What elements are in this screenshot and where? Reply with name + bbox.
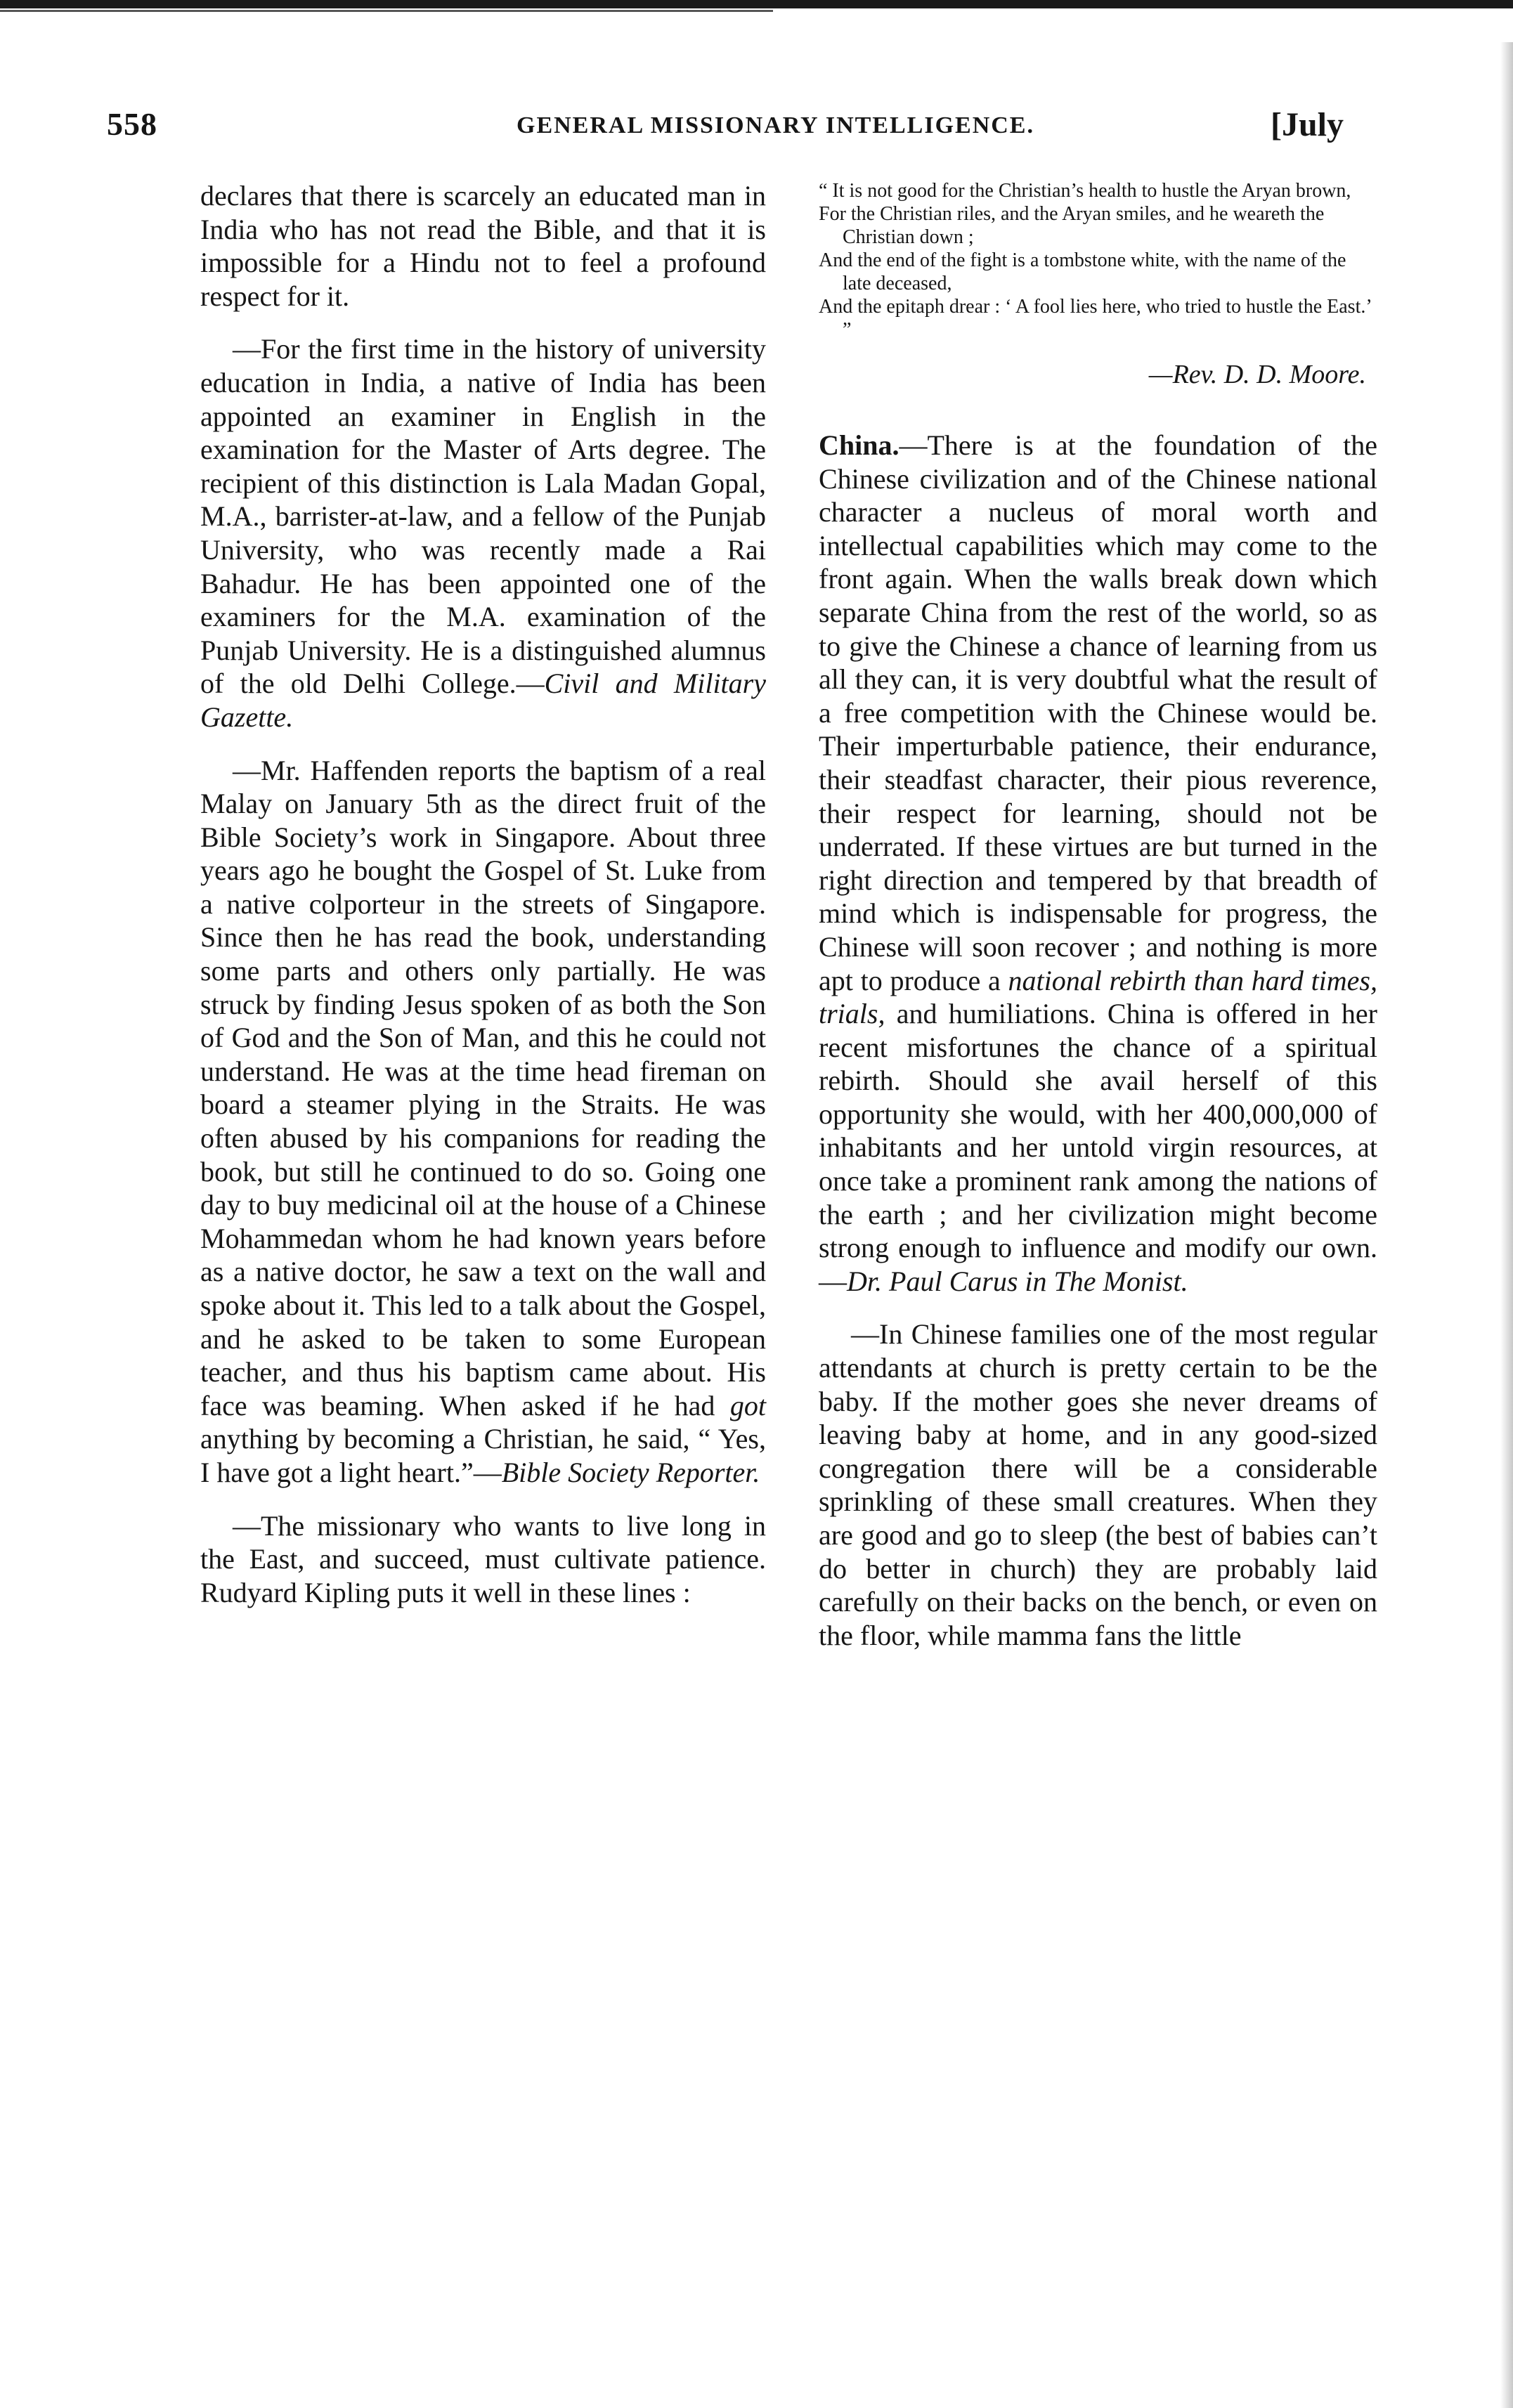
emphasis-word: got — [729, 1389, 766, 1421]
source-citation: Civil and Military Gazette. — [200, 668, 766, 733]
paragraph-chinese-families: —In Chinese families one of the most regular attendants at church is pretty certain to be the baby. If the mother goes she never dreams of leaving baby at home, and in any good-sized congregation there will be a considerable sprinkling of these small creatures. When they are good and go to sleep (the best of babies can’t do better in church) they are probably laid carefully on their backs on the bench, or even on the floor, while mamma fans the little — [819, 1318, 1377, 1651]
running-header — [0, 105, 1513, 155]
paragraph-malay-baptism — [200, 754, 766, 1490]
right-column — [819, 179, 1377, 1672]
page-number: 558 — [107, 106, 157, 142]
scan-page-edge — [1500, 42, 1513, 2408]
verse-line: For the Christian riles, and the Aryan smiles, and he weareth the Christian down ; — [819, 203, 1325, 248]
paragraph-china — [819, 429, 1377, 1298]
verse-signature: —Rev. D. D. Moore. — [1148, 360, 1366, 389]
source-citation: Dr. Paul Carus in The Monist. — [847, 1265, 1188, 1297]
paragraph-text-continued: anything by becoming a Christian, he said, “ Yes, I have got a light heart.”— — [200, 1423, 766, 1488]
top-border-shadow — [0, 10, 773, 12]
paragraph-text: —There is at the foundation of the Chinese civilization and of the Chinese national character a nucleus of moral worth and intellectual capabilities which may come to the front again. When the walls break down which separate China from the rest of the world, so as to give the Chinese a chance of learning from us all they can, it is very doubtful what the result of a free competition with the Chinese would be. Their imperturbable patience, their endurance, their steadfast character, their pious reverence, their respect for learning, should not be underrated. If these virtues are but turned in the right direction and tempered by that breadth of mind which is indispensable for progress, the Chinese will soon recover ; and nothing is more apt to produce a — [819, 429, 1377, 996]
verse-line: “ It is not good for the Christian’s health to hustle the Aryan brown, — [819, 180, 1351, 202]
left-column — [200, 179, 766, 1629]
paragraph-bible-respect: declares that there is scarcely an educated man in India who has not read the Bible, and that it is impossible for a Hindu not to feel a profound respect for it. — [200, 180, 766, 312]
top-border-rule — [0, 0, 1513, 8]
running-title: GENERAL MISSIONARY INTELLIGENCE. — [517, 112, 1034, 138]
source-citation: Bible Society Reporter. — [501, 1456, 760, 1488]
paragraph-india-examiner — [200, 332, 766, 734]
paragraph-patience: —The missionary who wants to live long in the East, and succeed, must cultivate patience. Rudyard Kipling puts it well in these lines : — [200, 1509, 766, 1608]
emphasis-phrase: national rebirth than hard times, trials, — [819, 964, 1377, 1030]
paragraph-text: —Mr. Haffenden reports the baptism of a real Malay on January 5th as the direct fruit of the Bible Society’s work in Singapore. About three years ago he bought the Gospel of St. Luke from a native colporteur in the streets of Singapore. Since then he has read the book, understanding some parts and others only partially. He was struck by finding Jesus spoken of as both the Son of God and the Son of Man, and this he could not understand. He was at the time head fireman on board a steamer plying in the Straits. He was often abused by his companions for reading the book, but still he continued to do so. Going one day to buy medicinal oil at the house of a Chinese Mohammedan whom he had known years before as a native doctor, he saw a text on the wall and spoke about it. This led to a talk about the Gospel, and he asked to be taken to some European teacher, and thus his baptism came about. His face was beaming. When asked if he had — [200, 754, 766, 1421]
paragraph-text-continued: and humiliations. China is offered in her recent misfortunes the chance of a spiritual rebirth. Should she avail herself of this opportunity she would, with her 400,000,000 of inhabitants and her untold virgin resources, at once take a prominent rank among the nations of the earth ; and her civilization might become strong enough to influence and modify our own.— — [819, 998, 1377, 1297]
kipling-verse — [819, 179, 1377, 341]
paragraph-text: —For the first time in the history of university education in India, a native of India has been appointed an examiner in English in the examination for the Master of Arts degree. The recipient of this distinction is Lala Madan Gopal, M.A., barrister-at-law, and a fellow of the Punjab University, who was recently made a Rai Bahadur. He has been appointed one of the examiners for the M.A. examination of the Punjab University. He is a distinguished alumnus of the old Delhi College.— — [200, 333, 766, 700]
verse-line: And the end of the fight is a tombstone white, with the name of the late deceased, — [819, 249, 1346, 294]
verse-line: And the epitaph drear : ‘ A fool lies here, who tried to hustle the East.’ ” — [819, 296, 1371, 341]
section-lead-word: China. — [819, 429, 900, 461]
header-month: [July — [1271, 106, 1344, 143]
